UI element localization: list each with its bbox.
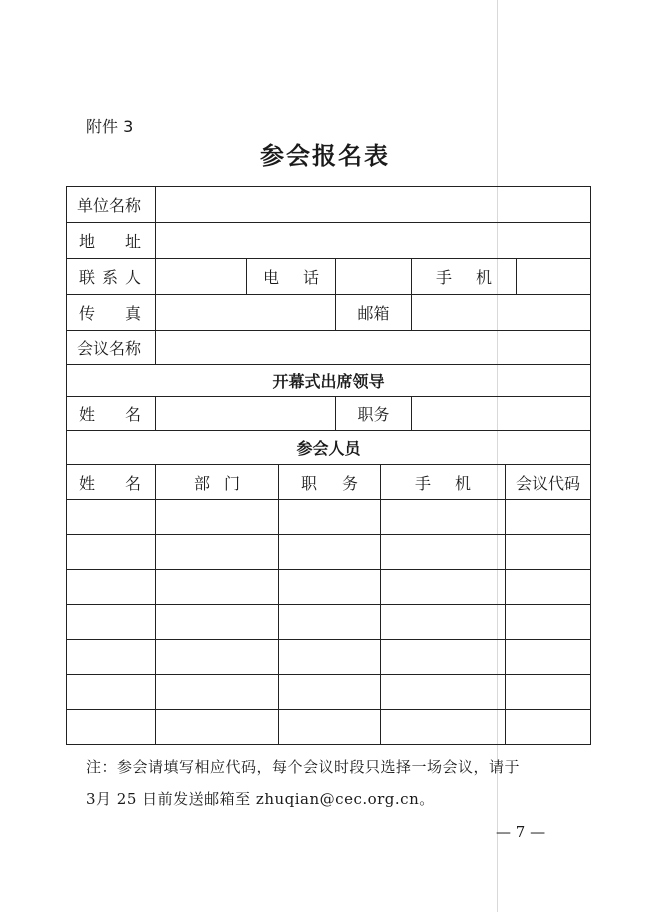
attendee-meeting-code-cell[interactable] bbox=[505, 569, 590, 604]
leader-position-field[interactable] bbox=[411, 396, 590, 430]
attendee-name-cell[interactable] bbox=[66, 604, 155, 639]
attendee-department-cell[interactable] bbox=[155, 569, 278, 604]
col-header-char: 姓 bbox=[79, 473, 96, 493]
email-label bbox=[335, 294, 411, 330]
attendee-position-cell[interactable] bbox=[278, 569, 380, 604]
fax-char: 传 bbox=[79, 304, 96, 323]
attendees-section-title: 参会人员 bbox=[296, 439, 361, 458]
address-char: 地 bbox=[79, 232, 96, 251]
contact-field[interactable] bbox=[155, 258, 246, 294]
attendee-position-cell[interactable] bbox=[278, 604, 380, 639]
leaders-section-title: 开幕式出席领导 bbox=[272, 372, 385, 391]
attendee-position-cell[interactable] bbox=[278, 499, 380, 534]
attendee-department-cell[interactable] bbox=[155, 534, 278, 569]
phone-char: 话 bbox=[302, 268, 319, 287]
mobile-field[interactable] bbox=[516, 258, 590, 294]
contact-label bbox=[66, 258, 155, 294]
attendee-name-cell[interactable] bbox=[66, 674, 155, 709]
email-text: 邮箱 bbox=[357, 304, 390, 323]
address-field[interactable] bbox=[155, 222, 590, 258]
attendee-mobile-cell[interactable] bbox=[380, 709, 505, 744]
col-header-char: 门 bbox=[223, 473, 240, 493]
attendees-section-header bbox=[66, 430, 590, 464]
leader-name-field[interactable] bbox=[155, 396, 335, 430]
attendee-position-cell[interactable] bbox=[278, 534, 380, 569]
email-field[interactable] bbox=[411, 294, 590, 330]
attachment-label: 附件 3 bbox=[86, 117, 134, 136]
attendee-department-cell[interactable] bbox=[155, 709, 278, 744]
fax-field[interactable] bbox=[155, 294, 335, 330]
attendee-position-cell[interactable] bbox=[278, 709, 380, 744]
mobile-char: 机 bbox=[475, 268, 492, 287]
attendee-department-cell[interactable] bbox=[155, 674, 278, 709]
attendee-meeting-code-cell[interactable] bbox=[505, 709, 590, 744]
attendee-mobile-cell[interactable] bbox=[380, 604, 505, 639]
mobile-char: 手 bbox=[436, 268, 453, 287]
page-number: — 7 — bbox=[496, 823, 546, 841]
col-header-char: 务 bbox=[341, 473, 358, 493]
fax-label bbox=[66, 294, 155, 330]
meeting-name-text: 会议名称 bbox=[77, 339, 142, 358]
col-header-char: 名 bbox=[124, 473, 141, 493]
contact-char: 联 bbox=[79, 268, 96, 287]
attendee-meeting-code-cell[interactable] bbox=[505, 604, 590, 639]
mobile-label bbox=[411, 258, 516, 294]
phone-label bbox=[246, 258, 335, 294]
attendee-position-cell[interactable] bbox=[278, 639, 380, 674]
footnote-line-1: 注：参会请填写相应代码，每个会议时段只选择一场会议，请于 bbox=[86, 758, 521, 776]
form-title: 参会报名表 bbox=[260, 141, 390, 170]
leader-name-char: 名 bbox=[124, 405, 141, 424]
meeting-name-label bbox=[66, 330, 155, 364]
attendee-name-cell[interactable] bbox=[66, 534, 155, 569]
attendee-meeting-code-cell[interactable] bbox=[505, 534, 590, 569]
col-header-position bbox=[278, 464, 380, 499]
col-header-char: 手 bbox=[415, 473, 432, 493]
attendee-position-cell[interactable] bbox=[278, 674, 380, 709]
attendee-mobile-cell[interactable] bbox=[380, 674, 505, 709]
address-char: 址 bbox=[124, 232, 141, 251]
col-header-text: 会议代码 bbox=[515, 473, 580, 493]
attendee-department-cell[interactable] bbox=[155, 639, 278, 674]
attendee-mobile-cell[interactable] bbox=[380, 569, 505, 604]
phone-char: 电 bbox=[263, 268, 280, 287]
table-border-right bbox=[590, 186, 591, 744]
address-label bbox=[66, 222, 155, 258]
attendee-name-cell[interactable] bbox=[66, 499, 155, 534]
col-header-mobile bbox=[380, 464, 505, 499]
attendee-department-cell[interactable] bbox=[155, 604, 278, 639]
attendee-name-cell[interactable] bbox=[66, 569, 155, 604]
unit-name-text: 单位名称 bbox=[77, 196, 142, 215]
col-header-department bbox=[155, 464, 278, 499]
leader-position-label bbox=[335, 396, 411, 430]
attendee-meeting-code-cell[interactable] bbox=[505, 499, 590, 534]
phone-field[interactable] bbox=[335, 258, 411, 294]
leaders-section-header bbox=[66, 364, 590, 396]
contact-char: 系 bbox=[101, 268, 118, 287]
attendee-mobile-cell[interactable] bbox=[380, 639, 505, 674]
col-header-name bbox=[66, 464, 155, 499]
fax-char: 真 bbox=[124, 304, 141, 323]
attendee-mobile-cell[interactable] bbox=[380, 534, 505, 569]
attendee-name-cell[interactable] bbox=[66, 639, 155, 674]
meeting-name-field[interactable] bbox=[155, 330, 590, 364]
col-header-char: 机 bbox=[454, 473, 471, 493]
unit-name-label bbox=[66, 186, 155, 222]
attendee-mobile-cell[interactable] bbox=[380, 499, 505, 534]
attendee-name-cell[interactable] bbox=[66, 709, 155, 744]
col-header-char: 部 bbox=[194, 473, 211, 493]
attendee-department-cell[interactable] bbox=[155, 499, 278, 534]
table-border-bottom bbox=[66, 744, 591, 745]
unit-name-field[interactable] bbox=[155, 186, 590, 222]
attendee-meeting-code-cell[interactable] bbox=[505, 674, 590, 709]
leader-name-char: 姓 bbox=[79, 405, 96, 424]
attendee-meeting-code-cell[interactable] bbox=[505, 639, 590, 674]
footnote-line-2: 3月 25 日前发送邮箱至 zhuqian@cec.org.cn。 bbox=[86, 790, 435, 808]
contact-char: 人 bbox=[124, 268, 141, 287]
leader-position-text: 职务 bbox=[357, 405, 390, 424]
col-header-meeting-code bbox=[505, 464, 590, 499]
leader-name-label bbox=[66, 396, 155, 430]
col-header-char: 职 bbox=[301, 473, 318, 493]
